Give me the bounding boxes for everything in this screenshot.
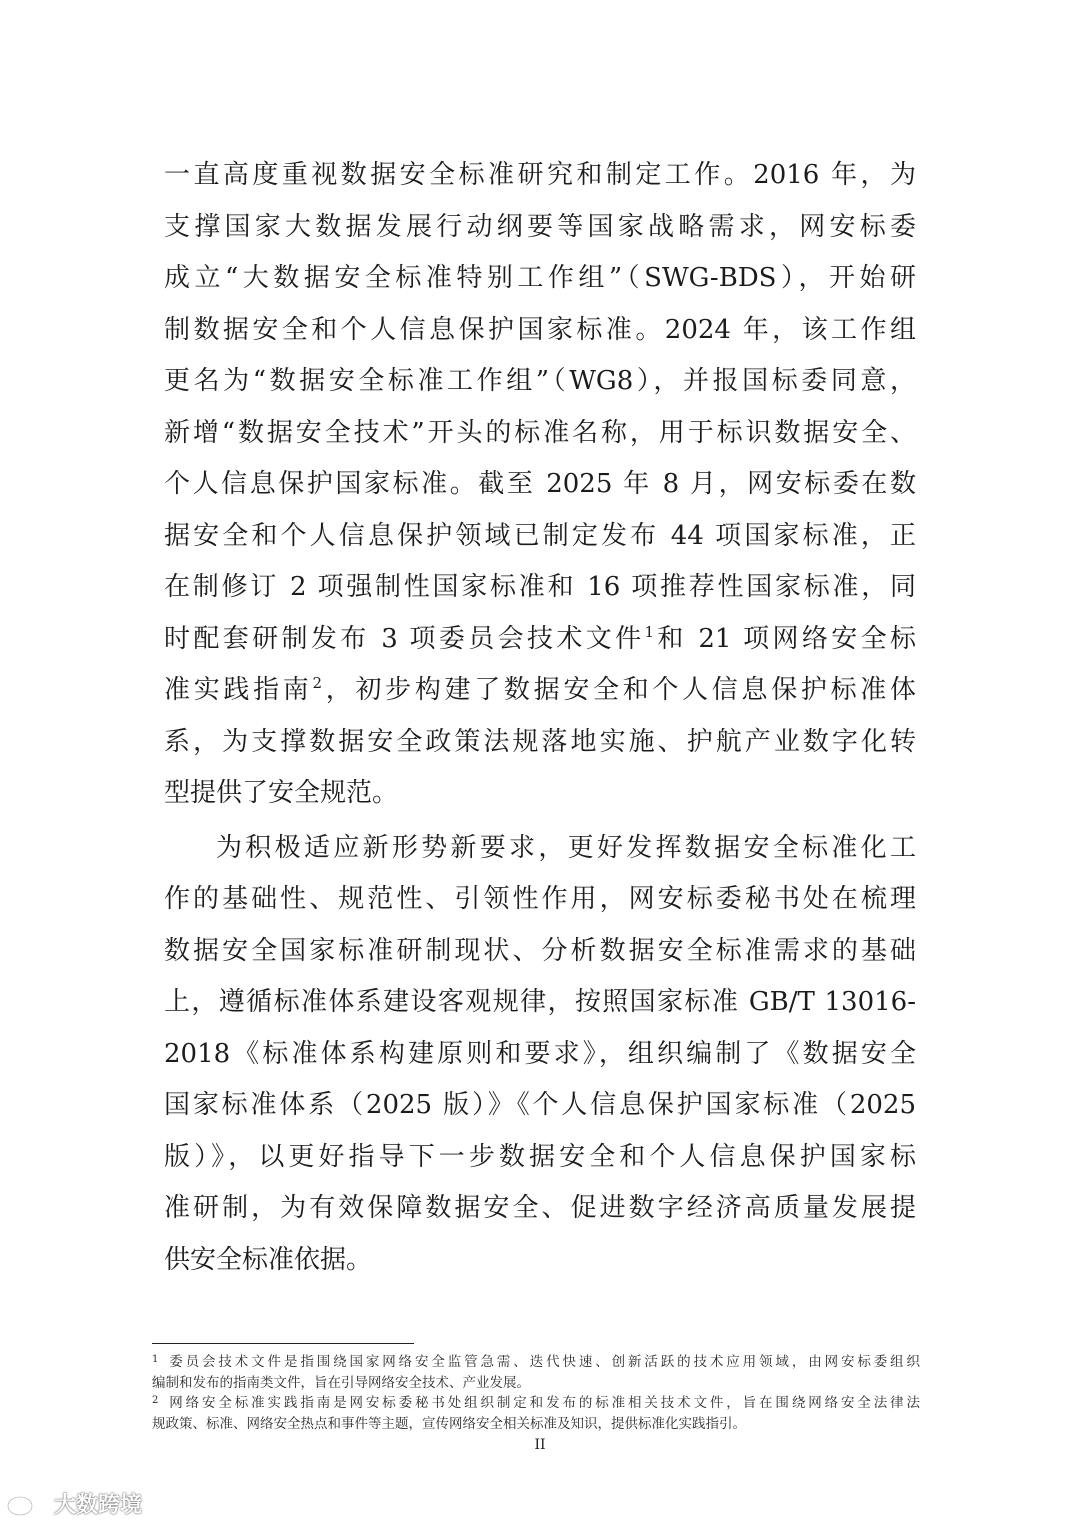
footnote-2-line [152,1393,920,1414]
text-line: 国家标准体系（2025 版）》《个人信息保护国家标准（2025 [164,1090,916,1120]
text-line: 据安全和个人信息保护领域已制定发布 44 项国家标准，正 [164,520,916,551]
text-line: 作的基础性、规范性、引领性作用，网安标委秘书处在梳理 [164,884,916,914]
text-line: 上，遵循标准体系建设客观规律，按照国家标准 GB/T 13016- [164,987,916,1017]
text-line: 版）》，以更好指导下一步数据安全和个人信息保护国家标 [164,1141,916,1172]
watermark-text: 大数跨境 [54,1493,143,1518]
text-line: 为积极适应新形势新要求，更好发挥数据安全标准化工 [216,832,916,863]
footnote-1-text: 委员会技术文件是指围绕国家网络安全监管急需、迭代快速、创新活跃的技术应用领域，由网安标委组织 [166,1354,920,1370]
text-line: 供安全标准依据。 [164,1244,373,1275]
footnote-divider [152,1343,414,1344]
text-line: 成立“大数据安全标准特别工作组”（SWG-BDS），开始研 [164,263,916,293]
text-line: 在制修订 2 项强制性国家标准和 16 项推荐性国家标准，同 [164,572,916,602]
text-segment: 时配套研制发布 3 项委员会技术文件 [164,623,645,654]
text-line: 系，为支撑数据安全政策法规落地实施、护航产业数字化转 [164,726,916,757]
watermark [6,1488,142,1519]
text-line: 更名为“数据安全标准工作组”（WG8），并报国标委同意， [164,366,916,396]
text-line: 数据安全国家标准研制现状、分析数据安全标准需求的基础 [164,935,916,966]
text-line: 支撑国家大数据发展行动纲要等国家战略需求，网安标委 [164,211,916,242]
page-number: II [534,1437,546,1453]
text-line: 制数据安全和个人信息保护国家标准。2024 年，该工作组 [164,314,916,345]
text-line: 准研制，为有效保障数据安全、促进数字经济高质量发展提 [164,1193,916,1223]
footnote-2-line: 规政策、标准、网络安全热点和事件等主题，宣传网络安全相关标准及知识，提供标准化实践指引。 [152,1415,746,1432]
text-line-with-footnote-1 [164,614,916,666]
text-line-with-footnote-2 [164,665,916,717]
footnote-2-text: 网络安全标准实践指南是网安标委秘书处组织制定和发布的标准相关技术文件，旨在围绕网络安全法律法 [166,1395,920,1411]
footnote-ref-2[interactable]: 2 [312,674,323,692]
footnotes [152,1352,920,1434]
body-text [164,150,916,1286]
text-line: 型提供了安全规范。 [164,778,399,808]
text-line: 一直高度重视数据安全标准研究和制定工作。2016 年，为 [164,160,916,190]
text-line: 2018《标准体系构建原则和要求》，组织编制了《数据安全 [164,1038,916,1069]
footnote-1-line [152,1352,920,1373]
text-segment: ，初步构建了数据安全和个人信息保护标准体 [322,675,916,705]
weibo-logo-icon [6,1491,48,1517]
footnote-1-line: 编制和发布的指南类文件，旨在引导网络安全技术、产业发展。 [152,1374,530,1391]
text-segment: 和 21 项网络安全标 [654,623,916,654]
text-line: 个人信息保护国家标准。截至 2025 年 8 月，网安标委在数 [164,469,916,499]
text-line: 新增“数据安全技术”开头的标准名称，用于标识数据安全、 [164,417,916,448]
footnote-2-mark: 2 [152,1395,159,1406]
footnote-ref-1[interactable]: 1 [644,622,654,641]
footnote-1-mark: 1 [152,1354,159,1365]
text-segment: 准实践指南 [164,675,313,705]
